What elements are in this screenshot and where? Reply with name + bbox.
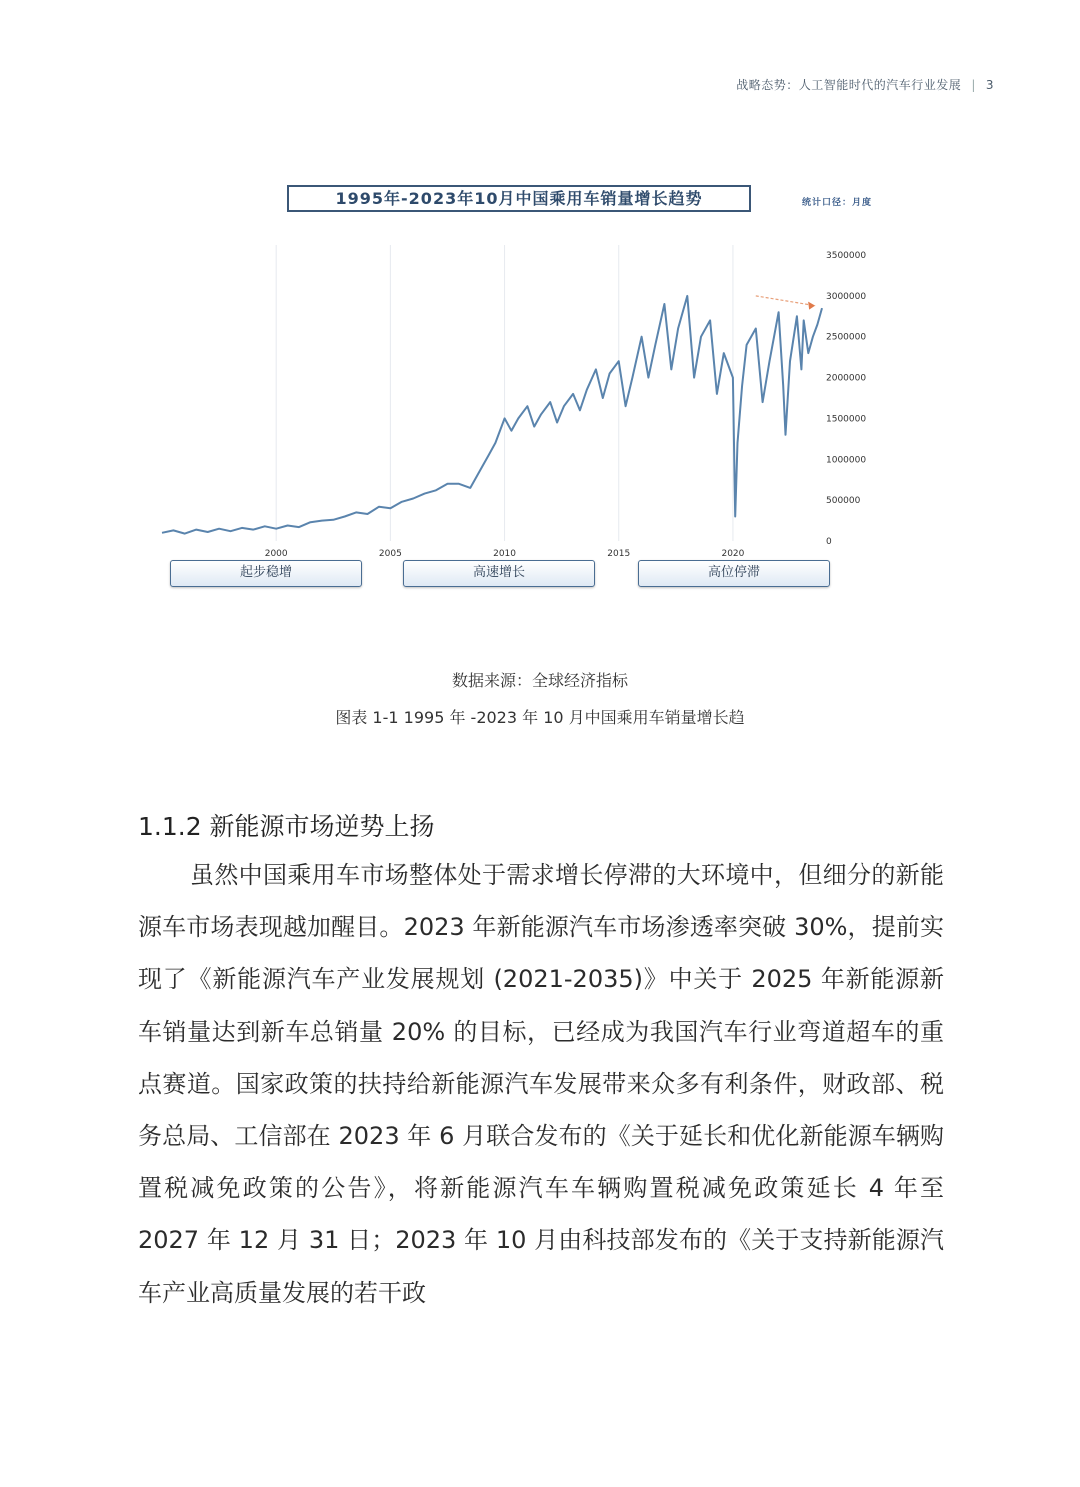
phase-button-rapid-growth[interactable]: 高速增长: [403, 560, 595, 587]
x-tick-label: 2020: [721, 549, 745, 559]
x-tick-label: 2015: [607, 549, 631, 559]
chart-title: 1995年-2023年10月中国乘用车销量增长趋势: [287, 185, 751, 212]
header-separator: |: [971, 78, 976, 92]
running-header: [736, 76, 994, 93]
chart-plot-area: [150, 175, 910, 605]
section-heading: 1.1.2 新能源市场逆势上扬: [138, 811, 435, 841]
trend-arrow-line: [756, 296, 815, 306]
x-tick-label: 2000: [264, 549, 288, 559]
body-paragraph: 虽然中国乘用车市场整体处于需求增长停滞的大环境中，但细分的新能源车市场表现越加醒目。2023 年新能源汽车市场渗透率突破 30%，提前实现了《新能源汽车产业发展规划 (2021-2035)》中关于 2025 年新能源新车销量达到新车总销量 20% 的目标，已经成为我国汽车行业弯道超车的重点赛道。国家政策的扶持给新能源汽车发展带来众多有利条件，财政部、税务总局、工信部在 2023 年 6 月联合发布的《关于延长和优化新能源车辆购置税减免政策的公告》，将新能源汽车车辆购置税减免政策延长 4 年至 2027 年 12 月 31 日；2023 年 10 月由科技部发布的《关于支持新能源汽车产业高质量发展的若干政: [138, 861, 944, 1307]
trend-arrow-head: [808, 302, 815, 310]
y-tick-label: 2000000: [826, 373, 867, 384]
phase-button-plateau[interactable]: 高位停滞: [638, 560, 830, 587]
x-tick-label: 2005: [378, 549, 402, 559]
y-tick-label: 0: [826, 537, 832, 547]
data-source: 数据来源：全球经济指标: [451, 671, 628, 690]
y-tick-label: 1000000: [826, 455, 867, 466]
y-tick-label: 2500000: [826, 332, 867, 343]
figure-caption: 图表 1-1 1995 年 -2023 年 10 月中国乘用车销量增长趋: [335, 708, 745, 727]
series-line-monthly-sales: [162, 296, 822, 534]
y-tick-label: 3500000: [826, 251, 867, 261]
phase-button-start[interactable]: 起步稳增: [170, 560, 362, 587]
page-number: 3: [985, 78, 994, 92]
x-tick-label: 2010: [493, 549, 517, 559]
y-tick-label: 1500000: [826, 414, 867, 425]
running-title: 战略态势：人工智能时代的汽车行业发展: [736, 78, 962, 92]
chart-note: 统计口径：月度: [802, 198, 873, 208]
y-tick-label: 500000: [826, 496, 861, 507]
y-tick-label: 3000000: [826, 291, 867, 302]
sales-trend-chart: [150, 175, 910, 605]
